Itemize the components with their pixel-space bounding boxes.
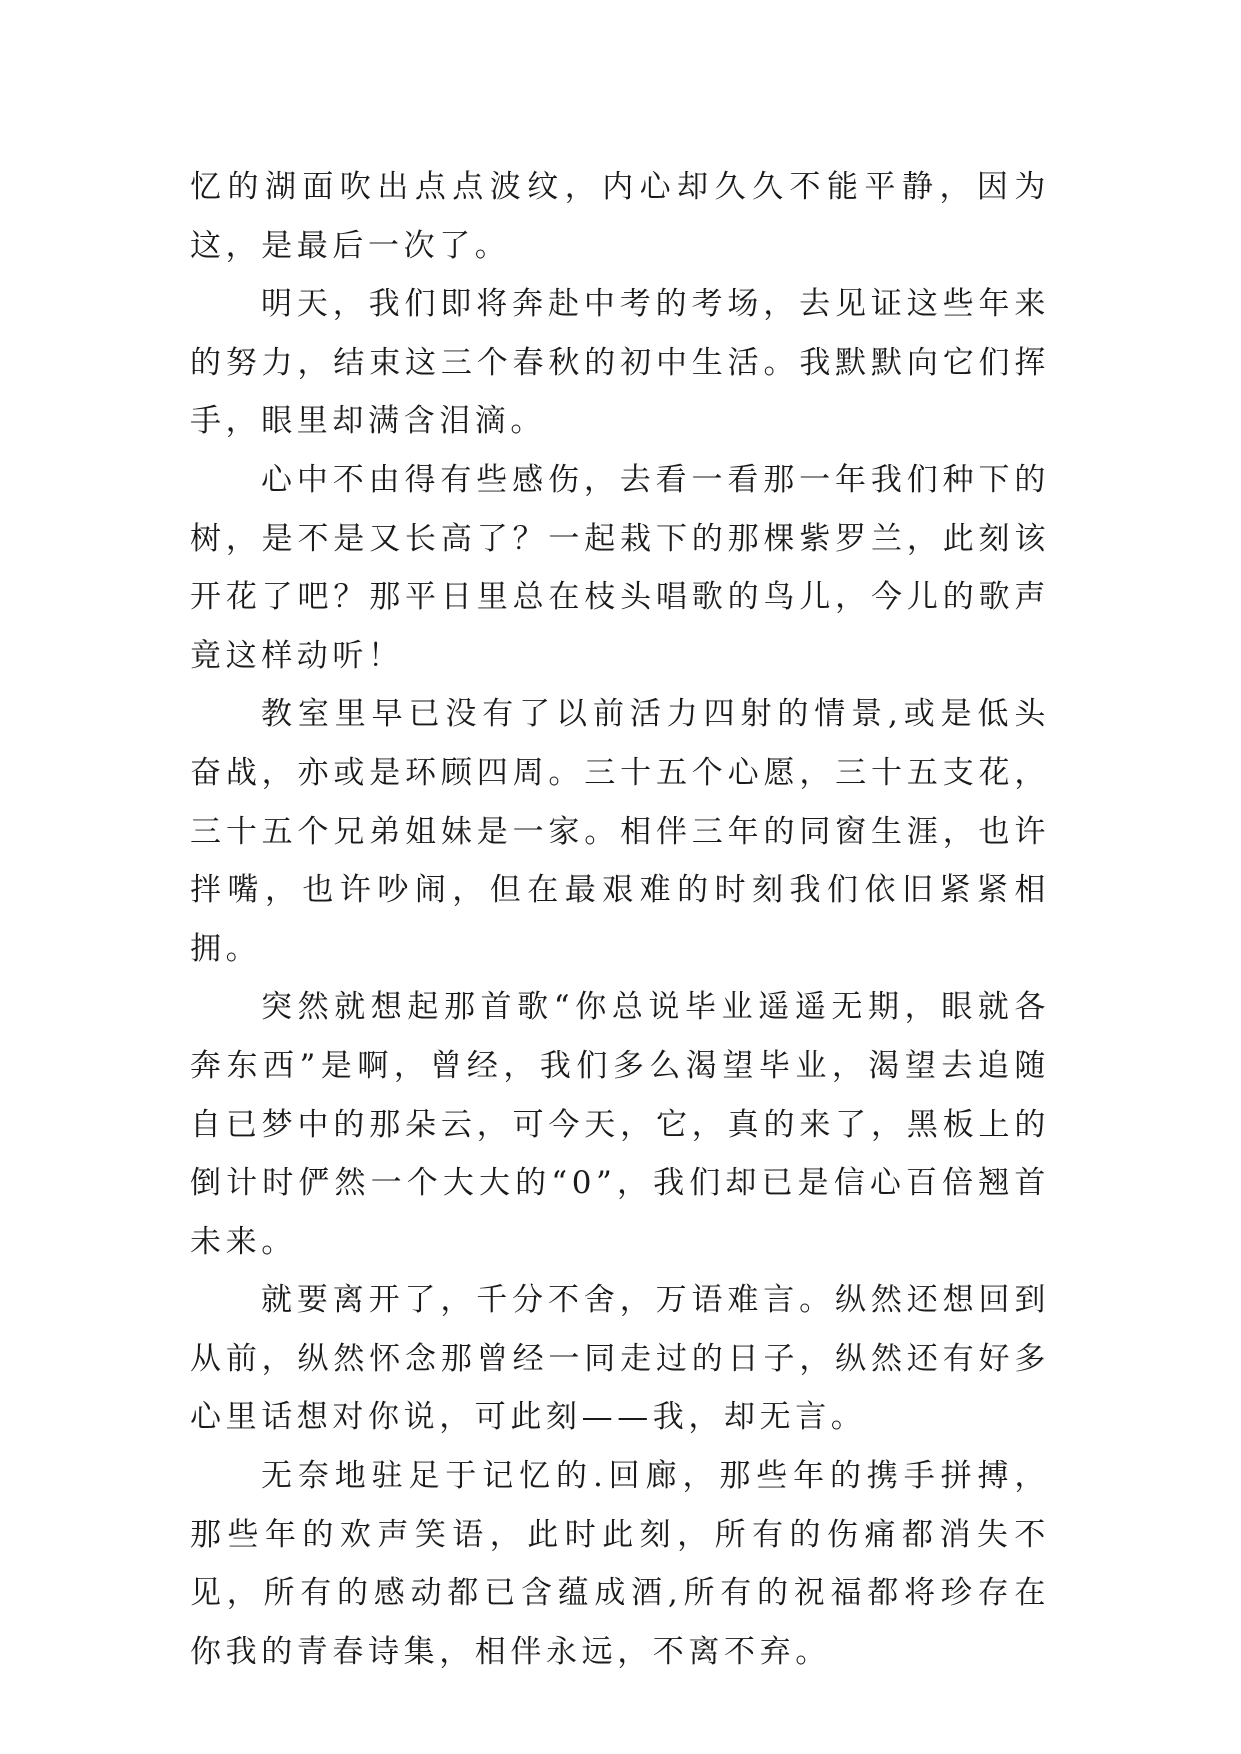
paragraph: 就要离开了，千分不舍，万语难言。纵然还想回到从前，纵然怀念那曾经一同走过的日子，纵然还有好多心里话想对你说，可此刻——我，却无言。 (190, 1282, 1050, 1436)
paragraph-continued: 忆的湖面吹出点点波纹，内心却久久不能平静，因为这，是最后一次了。 (190, 169, 1050, 264)
paragraph: 明天，我们即将奔赴中考的考场，去见证这些年来的努力，结束这三个春秋的初中生活。我默默向它们挥手，眼里却满含泪滴。 (190, 286, 1050, 440)
paragraph: 突然就想起那首歌“你总说毕业遥遥无期，眼就各奔东西”是啊，曾经，我们多么渴望毕业，渴望去追随自已梦中的那朵云，可今天，它，真的来了，黑板上的倒计时俨然一个大大的“0”，我们却已是信心百倍翘首未来。 (190, 989, 1050, 1260)
paragraph: 心中不由得有些感伤，去看一看那一年我们种下的树，是不是又长高了？一起栽下的那棵紫罗兰，此刻该开花了吧？那平日里总在枝头唱歌的鸟儿，今儿的歌声竟这样动听！ (190, 461, 1050, 674)
paragraph: 教室里早已没有了以前活力四射的情景,或是低头奋战，亦或是环顾四周。三十五个心愿，三十五支花，三十五个兄弟姐妹是一家。相伴三年的同窗生涯，也许拌嘴，也许吵闹，但在最艰难的时刻我们依旧紧紧相拥。 (190, 696, 1050, 967)
paragraph: 无奈地驻足于记忆的.回廊，那些年的携手拼搏，那些年的欢声笑语，此时此刻，所有的伤痛都消失不见，所有的感动都已含蕴成酒,所有的祝福都将珍存在你我的青春诗集，相伴永远，不离不弃。 (190, 1458, 1050, 1670)
document-body (190, 158, 1050, 1681)
